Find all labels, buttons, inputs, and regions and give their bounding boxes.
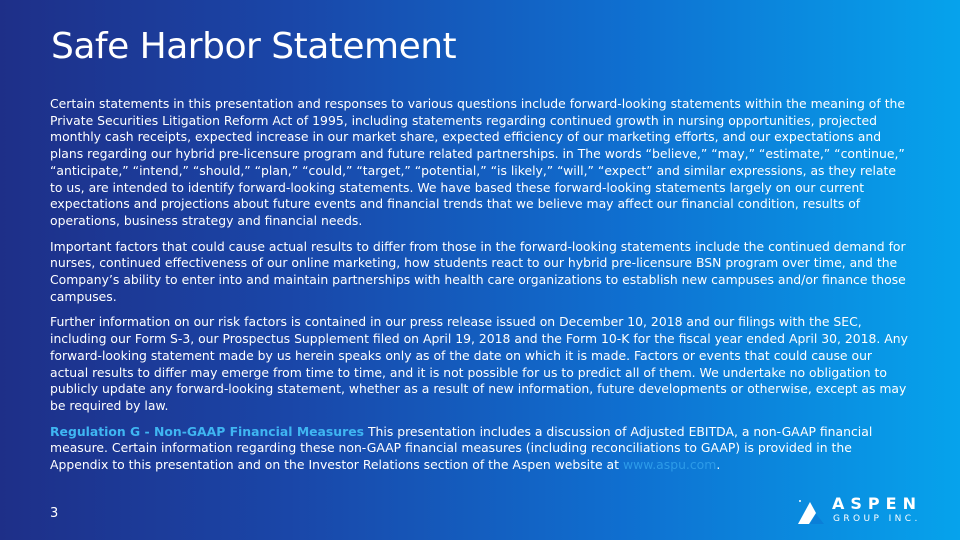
regulation-g-label: Regulation G - Non-GAAP Financial Measures: [50, 423, 365, 439]
aspen-group-logo: [796, 494, 926, 528]
logo-wordmark: ASPEN: [832, 494, 922, 513]
page-number: 3: [50, 506, 59, 521]
aspen-website-link[interactable]: www.aspu.com: [622, 457, 717, 473]
slide-title: Safe Harbor Statement: [51, 26, 457, 67]
paragraph-important-factors: Important factors that could cause actual results to differ from those in the forward-looking statements include the continued demand for nurses, continued effectiveness of our online marketing, how students react to our hybrid pre-licensure BSN program over time, and the Company’s ability to enter into and maintain partnerships with health care organizations to establish new campuses and/or finance those campuses.: [50, 238, 906, 304]
paragraph-regulation-g: [50, 424, 910, 474]
logo-subtitle: GROUP INC.: [833, 514, 921, 524]
regulation-g-text: This presentation includes a discussion of Adjusted EBITDA, a non-GAAP financial measure. Certain information regarding these non-GAAP financial measures (including reconciliations to GAAP) is provided in the Appendix to this presentation and on the Investor Relations section of the Aspen website at: [50, 423, 873, 473]
aspen-mountain-logo-icon: [796, 496, 826, 526]
paragraph-forward-looking: Certain statements in this presentation and responses to various questions include forward-looking statements within the meaning of the Private Securities Litigation Reform Act of 1995, including statements regarding continued growth in nursing opportunities, projected monthly cash receipts, expected increase in our market share, expected efficiency of our marketing efforts, and our expectations and plans regarding our hybrid pre-licensure program and future related partnerships. in The words “believe,” “may,” “estimate,” “continue,” “anticipate,” “intend,” “should,” “plan,” “could,” “target,” “potential,” “is likely,” “will,” “expect” and similar expressions, as they relate to us, are intended to identify forward-looking statements. We have based these forward-looking statements largely on our current expectations and projections about future events and financial trends that we believe may affect our financial condition, results of operations, business strategy and financial needs.: [50, 96, 906, 228]
regulation-g-end: .: [716, 457, 721, 473]
safe-harbor-body: [50, 96, 910, 483]
paragraph-further-information: Further information on our risk factors is contained in our press release issued on December 10, 2018 and our filings with the SEC, including our Form S-3, our Prospectus Supplement filed on April 19, 2018 and the Form 10-K for the fiscal year ended April 30, 2018. Any forward-looking statement made by us herein speaks only as of the date on which it is made. Factors or events that could cause our actual results to differ may emerge from time to time, and it is not possible for us to predict all of them. We undertake no obligation to publicly update any forward-looking statement, whether as a result of new information, future developments or otherwise, except as may be required by law.: [50, 314, 908, 413]
